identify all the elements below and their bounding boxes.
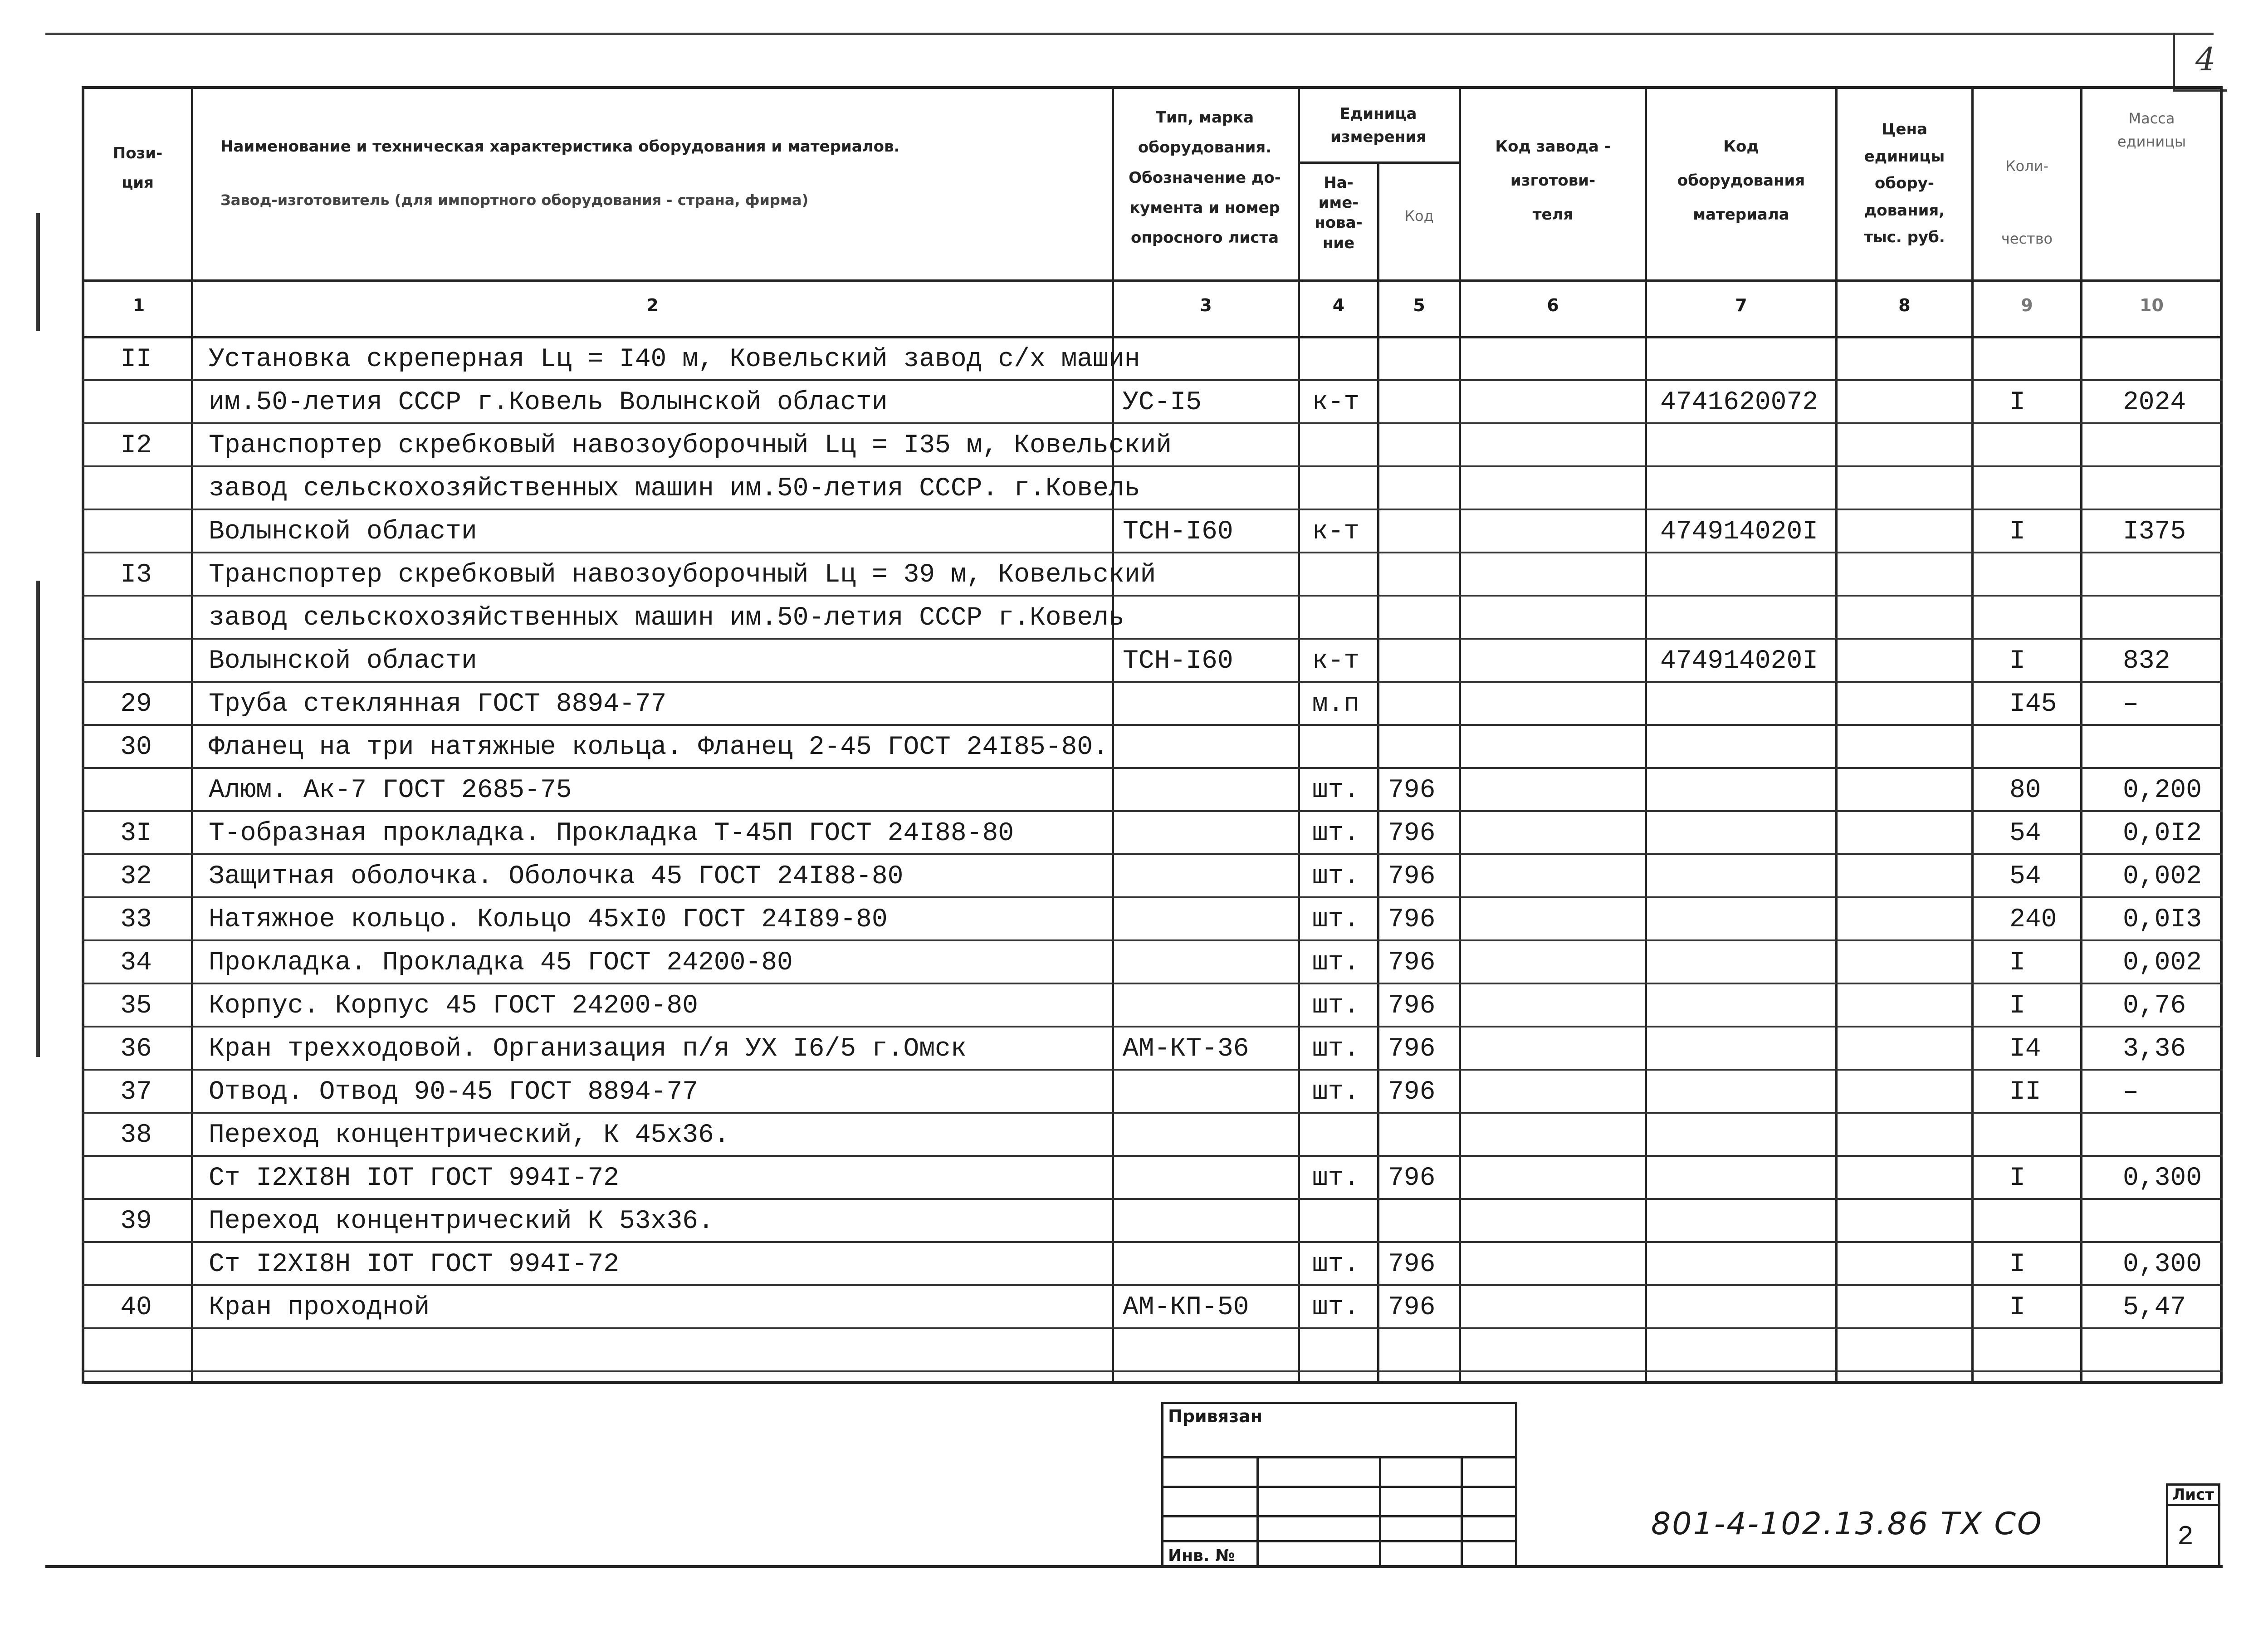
row-equipment-code bbox=[1651, 1329, 1842, 1372]
row-unit bbox=[1297, 1329, 1374, 1372]
row-quantity bbox=[1987, 1200, 2114, 1243]
table-row bbox=[82, 597, 2223, 640]
row-equipment-code bbox=[1651, 941, 1842, 984]
row-quantity: 54 bbox=[2009, 819, 2041, 848]
row-position: II bbox=[120, 345, 152, 374]
row-position bbox=[82, 510, 191, 553]
row-position bbox=[82, 1243, 191, 1286]
row-mass bbox=[2105, 1329, 2236, 1372]
row-quantity: I bbox=[2009, 1293, 2025, 1322]
header-unit-title: Единица измерения bbox=[1330, 105, 1426, 146]
row-unit-code: 796 bbox=[1388, 862, 1436, 891]
row-type: АМ-КТ-36 bbox=[1123, 1034, 1249, 1064]
row-equipment-code bbox=[1651, 683, 1842, 726]
row-position bbox=[82, 597, 191, 640]
header-name-line1: Наименование и техническая характеристика оборудования и материалов. bbox=[220, 137, 900, 156]
row-mass: – bbox=[2123, 690, 2139, 719]
row-position bbox=[82, 769, 191, 812]
row-position: 29 bbox=[120, 690, 152, 719]
row-unit: шт. bbox=[1312, 1077, 1360, 1107]
row-quantity: I4 bbox=[2009, 1034, 2041, 1064]
row-equipment-code bbox=[1651, 553, 1842, 597]
row-unit-code bbox=[1383, 1200, 1470, 1243]
table-row bbox=[82, 1329, 2223, 1372]
row-position bbox=[82, 467, 191, 510]
row-unit bbox=[1297, 424, 1374, 467]
row-name: Фланец на три натяжные кольца. Фланец 2-45 ГОСТ 24I85-80. bbox=[209, 733, 1109, 762]
row-name: Кран трехходовой. Организация п/я УХ I6/5 г.Омск bbox=[209, 1034, 967, 1064]
row-type bbox=[1116, 941, 1313, 984]
row-mass: 0,300 bbox=[2123, 1164, 2202, 1193]
row-equipment-code bbox=[1651, 1286, 1842, 1329]
column-number: 4 bbox=[1332, 295, 1345, 315]
row-type: УС-I5 bbox=[1123, 388, 1202, 417]
table-row bbox=[82, 424, 2223, 467]
row-name: завод сельскохозяйственных машин им.50-летия СССР г.Ковель bbox=[209, 603, 1124, 633]
row-equipment-code bbox=[1651, 855, 1842, 898]
row-mass: 0,0I2 bbox=[2123, 819, 2202, 848]
row-quantity: II bbox=[2009, 1077, 2041, 1107]
row-unit-code: 796 bbox=[1388, 819, 1436, 848]
row-equipment-code: 474914020I bbox=[1660, 517, 1818, 547]
row-equipment-code bbox=[1651, 984, 1842, 1027]
table-row bbox=[82, 1200, 2223, 1243]
row-unit-code bbox=[1383, 381, 1470, 424]
column-number: 9 bbox=[2021, 295, 2033, 315]
row-unit-code bbox=[1383, 424, 1470, 467]
stamp-line bbox=[1461, 1456, 1463, 1565]
row-type bbox=[1116, 553, 1313, 597]
table-row bbox=[82, 769, 2223, 812]
row-position: 38 bbox=[120, 1120, 152, 1150]
unit-split-line bbox=[1298, 161, 1459, 164]
header-bottom-line bbox=[84, 279, 2221, 282]
stamp-line bbox=[1256, 1456, 1259, 1565]
sheet-label: Лист bbox=[2168, 1486, 2218, 1506]
row-unit: шт. bbox=[1312, 1293, 1360, 1322]
row-unit-code bbox=[1383, 683, 1470, 726]
row-type bbox=[1116, 338, 1313, 381]
row-type: ТСН-I60 bbox=[1123, 517, 1233, 547]
row-position bbox=[82, 1157, 191, 1200]
row-equipment-code bbox=[1651, 1243, 1842, 1286]
header-position: Пози- ция bbox=[112, 144, 163, 192]
row-equipment-code bbox=[1651, 338, 1842, 381]
row-quantity bbox=[1987, 726, 2114, 769]
row-mass bbox=[2105, 467, 2236, 510]
column-number: 10 bbox=[2140, 295, 2164, 315]
row-quantity: I bbox=[2009, 517, 2025, 547]
row-mass bbox=[2105, 1200, 2236, 1243]
row-name: Ст I2ХI8Н IОТ ГОСТ 994I-72 bbox=[209, 1164, 619, 1193]
row-position: 3I bbox=[120, 819, 152, 848]
row-mass bbox=[2105, 597, 2236, 640]
row-quantity: I bbox=[2009, 948, 2025, 978]
row-type bbox=[1116, 683, 1313, 726]
row-mass: 0,76 bbox=[2123, 991, 2186, 1021]
row-quantity bbox=[1987, 597, 2114, 640]
row-type bbox=[1116, 1071, 1313, 1114]
row-quantity bbox=[1987, 1114, 2114, 1157]
row-type bbox=[1116, 1114, 1313, 1157]
row-unit-code bbox=[1383, 467, 1470, 510]
side-mark bbox=[36, 213, 40, 331]
row-unit bbox=[1297, 338, 1374, 381]
header-mass: Масса единицы bbox=[2117, 110, 2186, 151]
row-unit-code bbox=[1383, 338, 1470, 381]
sheet-box bbox=[2166, 1483, 2220, 1567]
table-row bbox=[82, 1114, 2223, 1157]
row-mass: 5,47 bbox=[2123, 1293, 2186, 1322]
row-unit-code bbox=[1383, 597, 1470, 640]
row-unit-code: 796 bbox=[1388, 991, 1436, 1021]
row-position: 39 bbox=[120, 1207, 152, 1236]
row-equipment-code bbox=[1651, 1200, 1842, 1243]
row-mass: 0,002 bbox=[2123, 862, 2202, 891]
row-quantity bbox=[1987, 467, 2114, 510]
row-unit-code: 796 bbox=[1388, 776, 1436, 805]
stamp-line bbox=[1379, 1456, 1381, 1565]
table-row bbox=[82, 1243, 2223, 1286]
table-row bbox=[82, 467, 2223, 510]
row-quantity bbox=[1987, 553, 2114, 597]
row-unit-code bbox=[1383, 553, 1470, 597]
header-price: Цена единицы обору- дования, тыс. руб. bbox=[1864, 120, 1945, 246]
row-unit-code: 796 bbox=[1388, 948, 1436, 978]
row-position: 40 bbox=[120, 1293, 152, 1322]
row-unit: шт. bbox=[1312, 905, 1360, 934]
row-position: 36 bbox=[120, 1034, 152, 1064]
row-unit-code bbox=[1383, 1114, 1470, 1157]
column-number: 6 bbox=[1547, 295, 1559, 315]
row-name bbox=[209, 1329, 1193, 1372]
row-position: 35 bbox=[120, 991, 152, 1021]
row-name: Транспортер скребковый навозоуборочный Lц = I35 м, Ковельский bbox=[209, 431, 1172, 460]
row-equipment-code bbox=[1651, 1157, 1842, 1200]
row-equipment-code: 4741620072 bbox=[1660, 388, 1818, 417]
table-row bbox=[82, 338, 2223, 381]
column-number: 8 bbox=[1898, 295, 1911, 315]
row-position: I2 bbox=[120, 431, 152, 460]
row-position bbox=[82, 640, 191, 683]
table-row bbox=[82, 984, 2223, 1027]
row-position bbox=[82, 1329, 191, 1372]
table-body bbox=[82, 338, 2223, 1372]
row-unit: шт. bbox=[1312, 862, 1360, 891]
sheet-number: 2 bbox=[2177, 1522, 2194, 1553]
row-name: Переход концентрический К 53х36. bbox=[209, 1207, 714, 1236]
row-mass: 832 bbox=[2123, 646, 2170, 676]
row-quantity: I bbox=[2009, 1164, 2025, 1193]
row-name: Транспортер скребковый навозоуборочный Lц = 39 м, Ковельский bbox=[209, 560, 1156, 590]
row-type: АМ-КП-50 bbox=[1123, 1293, 1249, 1322]
table-row bbox=[82, 1027, 2223, 1071]
table-row bbox=[82, 898, 2223, 941]
row-mass: 2024 bbox=[2123, 388, 2186, 417]
row-type bbox=[1116, 1200, 1313, 1243]
row-equipment-code bbox=[1651, 1027, 1842, 1071]
row-unit bbox=[1297, 1200, 1374, 1243]
row-unit: шт. bbox=[1312, 948, 1360, 978]
table-row bbox=[82, 553, 2223, 597]
row-equipment-code bbox=[1651, 898, 1842, 941]
row-type bbox=[1116, 424, 1313, 467]
row-unit: шт. bbox=[1312, 819, 1360, 848]
header-unit-name: На- име- нова- ние bbox=[1315, 174, 1363, 252]
row-type bbox=[1116, 855, 1313, 898]
row-equipment-code bbox=[1651, 1114, 1842, 1157]
row-quantity: I bbox=[2009, 1250, 2025, 1279]
table-row bbox=[82, 640, 2223, 683]
row-quantity: I45 bbox=[2009, 690, 2057, 719]
row-unit-code: 796 bbox=[1388, 1250, 1436, 1279]
column-number: 5 bbox=[1413, 295, 1425, 315]
row-unit-code: 796 bbox=[1388, 1077, 1436, 1107]
row-position: 33 bbox=[120, 905, 152, 934]
row-type bbox=[1116, 1243, 1313, 1286]
row-quantity bbox=[1987, 424, 2114, 467]
row-name: Т-образная прокладка. Прокладка Т-45П ГОСТ 24I88-80 bbox=[209, 819, 1014, 848]
row-unit bbox=[1297, 553, 1374, 597]
row-name: им.50-летия СССР г.Ковель Волынской области bbox=[209, 388, 888, 417]
row-unit: шт. bbox=[1312, 991, 1360, 1021]
table-row bbox=[82, 1157, 2223, 1200]
inventory-label: Инв. № bbox=[1168, 1546, 1235, 1565]
row-equipment-code bbox=[1651, 424, 1842, 467]
header-name-line2: Завод-изготовитель (для импортного оборудования - страна, фирма) bbox=[220, 191, 809, 209]
table-row bbox=[82, 381, 2223, 424]
row-unit: м.п bbox=[1312, 690, 1360, 719]
row-unit-code bbox=[1383, 726, 1470, 769]
row-name: завод сельскохозяйственных машин им.50-летия СССР. г.Ковель bbox=[209, 474, 1140, 504]
row-type bbox=[1116, 812, 1313, 855]
header-factory-code: Код завода - изготови- теля bbox=[1495, 137, 1611, 224]
row-unit: шт. bbox=[1312, 776, 1360, 805]
row-type bbox=[1116, 1329, 1313, 1372]
column-number: 3 bbox=[1200, 295, 1212, 315]
row-name: Защитная оболочка. Оболочка 45 ГОСТ 24I88-80 bbox=[209, 862, 904, 891]
row-name: Прокладка. Прокладка 45 ГОСТ 24200-80 bbox=[209, 948, 793, 978]
header-quantity: Коли- чество bbox=[2001, 157, 2053, 247]
row-quantity: I bbox=[2009, 991, 2025, 1021]
side-mark bbox=[36, 581, 40, 1057]
row-equipment-code bbox=[1651, 769, 1842, 812]
row-name: Отвод. Отвод 90-45 ГОСТ 8894-77 bbox=[209, 1077, 698, 1107]
header-equipment-code: Код оборудования материала bbox=[1677, 137, 1805, 224]
row-quantity: 54 bbox=[2009, 862, 2041, 891]
row-unit: шт. bbox=[1312, 1164, 1360, 1193]
row-mass bbox=[2105, 1114, 2236, 1157]
row-position: 32 bbox=[120, 862, 152, 891]
row-name: Волынской области bbox=[209, 646, 477, 676]
row-mass: 0,002 bbox=[2123, 948, 2202, 978]
corner-number: 4 bbox=[2195, 41, 2216, 78]
row-equipment-code bbox=[1651, 812, 1842, 855]
table-row bbox=[82, 941, 2223, 984]
column-number: 2 bbox=[646, 295, 659, 315]
row-mass: 0,300 bbox=[2123, 1250, 2202, 1279]
row-name: Ст I2ХI8Н IОТ ГОСТ 994I-72 bbox=[209, 1250, 619, 1279]
row-unit: к-т bbox=[1312, 388, 1360, 417]
row-name: Волынской области bbox=[209, 517, 477, 547]
row-equipment-code bbox=[1651, 726, 1842, 769]
row-unit-code: 796 bbox=[1388, 905, 1436, 934]
row-position: I3 bbox=[120, 560, 152, 590]
table-row bbox=[82, 1286, 2223, 1329]
row-name: Переход концентрический, К 45х36. bbox=[209, 1120, 730, 1150]
row-name: Алюм. Ак-7 ГОСТ 2685-75 bbox=[209, 776, 572, 805]
row-mass bbox=[2105, 338, 2236, 381]
row-equipment-code bbox=[1651, 467, 1842, 510]
row-name: Кран проходной bbox=[209, 1293, 430, 1322]
row-type bbox=[1116, 898, 1313, 941]
row-type bbox=[1116, 769, 1313, 812]
row-unit bbox=[1297, 597, 1374, 640]
attachment-stamp bbox=[1161, 1402, 1517, 1567]
row-mass bbox=[2105, 726, 2236, 769]
row-mass bbox=[2105, 553, 2236, 597]
table-row bbox=[82, 726, 2223, 769]
row-quantity: I bbox=[2009, 388, 2025, 417]
row-mass: 3,36 bbox=[2123, 1034, 2186, 1064]
row-unit bbox=[1297, 726, 1374, 769]
bottom-border-line bbox=[45, 1565, 2223, 1568]
document-number: 801-4-102.13.86 ТХ СО bbox=[1651, 1506, 2043, 1542]
row-name: Установка скреперная Lц = I40 м, Ковельский завод с/х машин bbox=[209, 345, 1140, 374]
row-type bbox=[1116, 597, 1313, 640]
row-name: Корпус. Корпус 45 ГОСТ 24200-80 bbox=[209, 991, 698, 1021]
row-unit bbox=[1297, 467, 1374, 510]
row-type bbox=[1116, 467, 1313, 510]
row-equipment-code bbox=[1651, 597, 1842, 640]
row-unit-code bbox=[1383, 1329, 1470, 1372]
row-equipment-code: 474914020I bbox=[1660, 646, 1818, 676]
header-type: Тип, марка оборудования. Обозначение до- кумента и номер опросного листа bbox=[1129, 108, 1281, 247]
row-mass: 0,0I3 bbox=[2123, 905, 2202, 934]
table-row bbox=[82, 510, 2223, 553]
attached-label: Привязан bbox=[1168, 1406, 1263, 1426]
column-number: 7 bbox=[1735, 295, 1747, 315]
row-unit-code: 796 bbox=[1388, 1034, 1436, 1064]
row-position bbox=[82, 381, 191, 424]
row-position: 30 bbox=[120, 733, 152, 762]
row-equipment-code bbox=[1651, 1071, 1842, 1114]
row-quantity bbox=[1987, 338, 2114, 381]
row-name: Натяжное кольцо. Кольцо 45хI0 ГОСТ 24I89-80 bbox=[209, 905, 888, 934]
row-type bbox=[1116, 726, 1313, 769]
row-type bbox=[1116, 984, 1313, 1027]
row-position: 37 bbox=[120, 1077, 152, 1107]
table-bottom-line bbox=[84, 1382, 2221, 1384]
row-unit: к-т bbox=[1312, 646, 1360, 676]
row-quantity: 240 bbox=[2009, 905, 2057, 934]
row-unit: шт. bbox=[1312, 1034, 1360, 1064]
row-unit: к-т bbox=[1312, 517, 1360, 547]
row-mass: I375 bbox=[2123, 517, 2186, 547]
row-unit: шт. bbox=[1312, 1250, 1360, 1279]
row-mass: 0,200 bbox=[2123, 776, 2202, 805]
row-quantity: I bbox=[2009, 646, 2025, 676]
row-mass bbox=[2105, 424, 2236, 467]
row-unit-code bbox=[1383, 510, 1470, 553]
row-quantity: 80 bbox=[2009, 776, 2041, 805]
row-quantity bbox=[1987, 1329, 2114, 1372]
row-unit-code bbox=[1383, 640, 1470, 683]
row-name: Труба стеклянная ГОСТ 8894-77 bbox=[209, 690, 667, 719]
top-border-line bbox=[45, 33, 2214, 35]
table-row bbox=[82, 855, 2223, 898]
row-unit-code: 796 bbox=[1388, 1164, 1436, 1193]
row-unit-code: 796 bbox=[1388, 1293, 1436, 1322]
table-row bbox=[82, 812, 2223, 855]
row-unit bbox=[1297, 1114, 1374, 1157]
row-type bbox=[1116, 1157, 1313, 1200]
row-mass: – bbox=[2123, 1077, 2139, 1107]
row-position: 34 bbox=[120, 948, 152, 978]
header-unit-code: Код bbox=[1404, 207, 1434, 225]
row-type: ТСН-I60 bbox=[1123, 646, 1233, 676]
table-row bbox=[82, 1071, 2223, 1114]
column-number: 1 bbox=[132, 295, 145, 315]
table-row bbox=[82, 683, 2223, 726]
